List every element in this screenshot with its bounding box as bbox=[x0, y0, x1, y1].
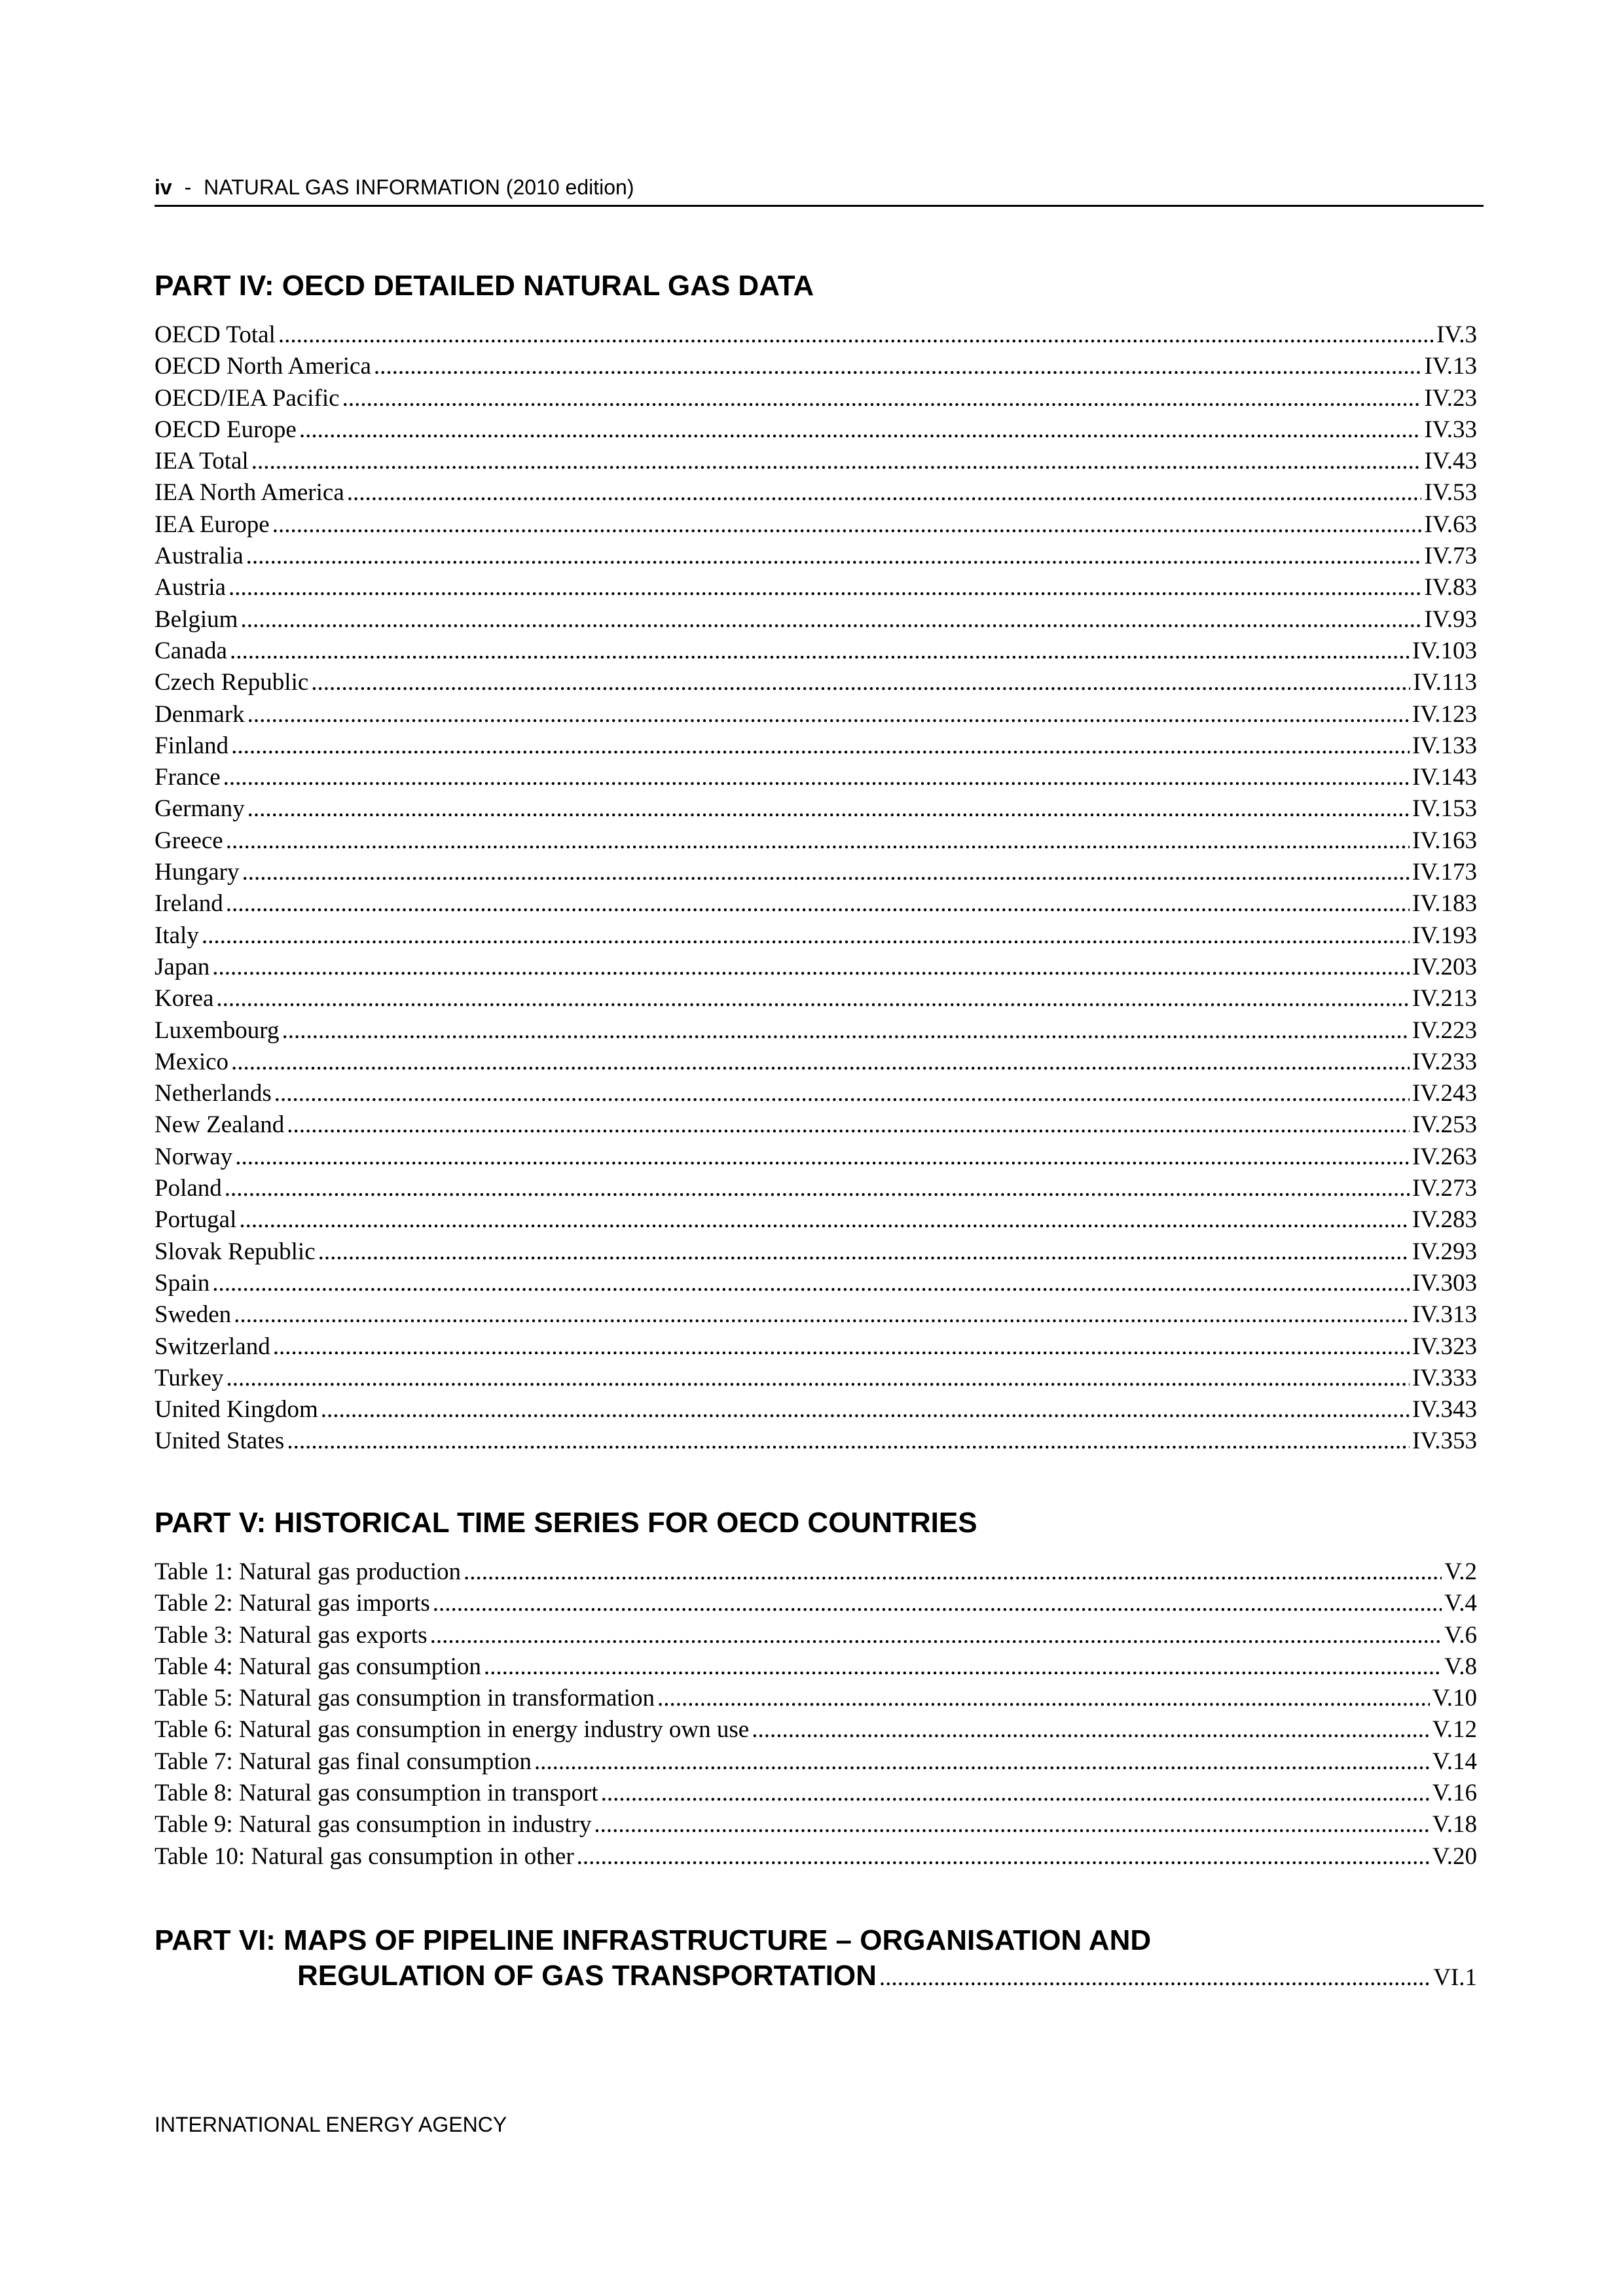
toc-entry-page: IV.263 bbox=[1412, 1143, 1477, 1170]
leader-dots bbox=[223, 762, 1410, 793]
toc-entry-label: Denmark bbox=[155, 700, 245, 728]
leader-dots bbox=[235, 1141, 1410, 1173]
toc-entry-page: IV.53 bbox=[1424, 479, 1477, 507]
toc-entry[interactable] bbox=[155, 414, 1477, 446]
toc-entry[interactable] bbox=[155, 1556, 1477, 1588]
toc-entry[interactable] bbox=[155, 319, 1477, 351]
toc-entry-label: Mexico bbox=[155, 1048, 229, 1075]
leader-dots bbox=[273, 1331, 1410, 1363]
toc-entry-page: IV.233 bbox=[1412, 1048, 1477, 1075]
toc-entry-page: IV.223 bbox=[1412, 1016, 1477, 1044]
part6-title-line2-row bbox=[155, 1958, 1477, 1994]
toc-entry-page: IV.133 bbox=[1412, 732, 1477, 759]
toc-entry-page: IV.23 bbox=[1424, 384, 1477, 412]
toc-entry[interactable] bbox=[155, 699, 1477, 730]
toc-entry[interactable] bbox=[155, 1078, 1477, 1109]
part6-title-line1: PART VI: MAPS OF PIPELINE INFRASTRUCTURE – ORGANISATION AND bbox=[155, 1924, 1152, 1956]
toc-entry-label: New Zealand bbox=[155, 1111, 285, 1139]
toc-entry[interactable] bbox=[155, 1683, 1477, 1714]
toc-entry-label: Czech Republic bbox=[155, 669, 309, 696]
toc-entry-page: IV.3 bbox=[1436, 321, 1477, 348]
leader-dots bbox=[577, 1841, 1430, 1873]
toc-entry[interactable] bbox=[155, 857, 1477, 888]
toc-entry[interactable] bbox=[155, 446, 1477, 477]
toc-entry[interactable] bbox=[155, 351, 1477, 382]
toc-entry-page: IV.203 bbox=[1412, 953, 1477, 980]
toc-entry-label: Table 3: Natural gas exports bbox=[155, 1621, 428, 1649]
toc-entry-label: Sweden bbox=[155, 1301, 232, 1329]
toc-entry-page: IV.193 bbox=[1412, 922, 1477, 949]
toc-entry[interactable] bbox=[155, 793, 1477, 825]
toc-entry-page: IV.313 bbox=[1412, 1301, 1477, 1329]
toc-entry-page: V.12 bbox=[1432, 1716, 1477, 1744]
toc-entry-page: IV.43 bbox=[1424, 448, 1477, 475]
toc-entry-label: Australia bbox=[155, 543, 244, 570]
toc-entry[interactable] bbox=[155, 1299, 1477, 1331]
toc-entry-label: Switzerland bbox=[155, 1333, 270, 1360]
header-page-number: iv bbox=[155, 175, 172, 199]
toc-entry[interactable] bbox=[155, 636, 1477, 667]
toc-entry-page: IV.93 bbox=[1424, 605, 1477, 633]
toc-entry-page: IV.243 bbox=[1412, 1080, 1477, 1107]
running-footer: INTERNATIONAL ENERGY AGENCY bbox=[155, 2113, 507, 2136]
toc-entry-page: IV.63 bbox=[1424, 511, 1477, 538]
toc-entry[interactable] bbox=[155, 762, 1477, 793]
toc-entry-page: IV.163 bbox=[1412, 827, 1477, 854]
leader-dots bbox=[227, 1363, 1410, 1394]
toc-entry-label: Finland bbox=[155, 732, 229, 759]
toc-entry[interactable] bbox=[155, 1047, 1477, 1078]
leader-dots bbox=[287, 1109, 1410, 1141]
leader-dots bbox=[534, 1746, 1430, 1778]
running-header bbox=[155, 175, 1484, 207]
toc-entry[interactable] bbox=[155, 1746, 1477, 1778]
toc-entry-page: V.16 bbox=[1432, 1780, 1477, 1807]
leader-dots bbox=[272, 509, 1422, 541]
toc-entry[interactable] bbox=[155, 667, 1477, 698]
leader-dots bbox=[318, 1236, 1410, 1268]
toc-entry-label: Japan bbox=[155, 953, 210, 980]
toc-entry[interactable] bbox=[155, 1141, 1477, 1173]
leader-dots bbox=[342, 383, 1422, 414]
toc-entry-label: OECD North America bbox=[155, 353, 371, 380]
toc-entry-page: V.20 bbox=[1432, 1842, 1477, 1870]
toc-entry[interactable] bbox=[155, 1236, 1477, 1268]
toc-entry-page: IV.333 bbox=[1412, 1364, 1477, 1391]
toc-entry[interactable] bbox=[155, 1109, 1477, 1141]
leader-dots bbox=[226, 825, 1410, 857]
leader-dots bbox=[246, 541, 1422, 572]
toc-entry-label: IEA Europe bbox=[155, 511, 270, 538]
toc-entry-page: IV.253 bbox=[1412, 1111, 1477, 1139]
toc-entry-page: IV.173 bbox=[1412, 859, 1477, 886]
leader-dots bbox=[239, 1204, 1410, 1236]
leader-dots bbox=[311, 667, 1410, 698]
leader-dots bbox=[231, 730, 1410, 762]
toc-entry-page: IV.343 bbox=[1412, 1396, 1477, 1424]
toc-entry-label: OECD Total bbox=[155, 321, 276, 348]
toc-entry-label: Belgium bbox=[155, 605, 238, 633]
toc-entry[interactable] bbox=[155, 920, 1477, 952]
leader-dots bbox=[242, 857, 1410, 888]
toc-entry-page: V.14 bbox=[1432, 1748, 1477, 1775]
leader-dots bbox=[234, 1299, 1410, 1331]
toc-entry[interactable] bbox=[155, 572, 1477, 603]
toc-entry-label: Slovak Republic bbox=[155, 1238, 316, 1265]
leader-dots bbox=[212, 1268, 1410, 1299]
toc-entry-page: IV.183 bbox=[1412, 890, 1477, 918]
part5-heading: PART V: HISTORICAL TIME SERIES FOR OECD COUNTRIES bbox=[155, 1507, 977, 1539]
toc-entry-label: Germany bbox=[155, 795, 245, 823]
toc-entry-label: Ireland bbox=[155, 890, 223, 918]
toc-entry-label: Luxembourg bbox=[155, 1016, 280, 1044]
leader-dots bbox=[430, 1620, 1442, 1651]
toc-entry[interactable] bbox=[155, 952, 1477, 983]
toc-entry-label: Table 10: Natural gas consumption in other bbox=[155, 1842, 574, 1870]
toc-entry[interactable] bbox=[155, 1015, 1477, 1047]
leader-dots bbox=[226, 888, 1410, 920]
toc-entry-page: IV.73 bbox=[1424, 543, 1477, 570]
toc-entry[interactable] bbox=[155, 888, 1477, 920]
leader-dots bbox=[464, 1556, 1442, 1588]
toc-entry-page: V.8 bbox=[1444, 1653, 1477, 1680]
leader-dots bbox=[225, 1173, 1410, 1204]
leader-dots bbox=[601, 1778, 1430, 1809]
toc-entry-label: IEA Total bbox=[155, 448, 249, 475]
toc-entry[interactable] bbox=[155, 1620, 1477, 1651]
toc-entry-label: Table 8: Natural gas consumption in transport bbox=[155, 1780, 598, 1807]
leader-dots bbox=[594, 1809, 1429, 1840]
toc-entry-page: IV.323 bbox=[1412, 1333, 1477, 1360]
leader-dots bbox=[879, 1960, 1431, 1996]
toc-entry-label: Table 6: Natural gas consumption in energy industry own use bbox=[155, 1716, 750, 1744]
toc-entry-page: IV.103 bbox=[1412, 637, 1477, 664]
toc-entry-page: V.2 bbox=[1444, 1558, 1477, 1585]
toc-entry-label: Hungary bbox=[155, 859, 240, 886]
toc-entry-label: Table 5: Natural gas consumption in transformation bbox=[155, 1685, 655, 1712]
toc-entry-page: V.10 bbox=[1432, 1685, 1477, 1712]
toc-entry-label: Greece bbox=[155, 827, 223, 854]
toc-entry-label: IEA North America bbox=[155, 479, 344, 507]
toc-entry-page: V.18 bbox=[1432, 1811, 1477, 1839]
toc-entry-page: IV.283 bbox=[1412, 1206, 1477, 1234]
toc-entry-label: Poland bbox=[155, 1175, 222, 1202]
toc-entry[interactable] bbox=[155, 1714, 1477, 1746]
toc-entry-label: Korea bbox=[155, 985, 214, 1013]
toc-entry-page: IV.83 bbox=[1424, 574, 1477, 601]
leader-dots bbox=[282, 1015, 1410, 1047]
header-title: NATURAL GAS INFORMATION (2010 edition) bbox=[204, 175, 634, 199]
toc-entry[interactable] bbox=[155, 730, 1477, 762]
leader-dots bbox=[657, 1683, 1430, 1714]
leader-dots bbox=[374, 351, 1422, 382]
toc-entry-page: V.6 bbox=[1444, 1621, 1477, 1649]
leader-dots bbox=[240, 604, 1421, 636]
toc-entry-page: IV.273 bbox=[1412, 1175, 1477, 1202]
toc-entry-label: Norway bbox=[155, 1143, 233, 1170]
toc-entry-page: IV.213 bbox=[1412, 985, 1477, 1013]
leader-dots bbox=[230, 636, 1410, 667]
toc-entry[interactable] bbox=[155, 541, 1477, 572]
leader-dots bbox=[278, 319, 1434, 351]
toc-entry-label: OECD Europe bbox=[155, 416, 297, 443]
toc-entry[interactable] bbox=[155, 383, 1477, 414]
leader-dots bbox=[228, 572, 1422, 603]
toc-entry-label: Italy bbox=[155, 922, 199, 949]
toc-entry[interactable] bbox=[155, 1331, 1477, 1363]
leader-dots bbox=[433, 1588, 1442, 1619]
toc-entry-label: Canada bbox=[155, 637, 227, 664]
toc-entry[interactable] bbox=[155, 1809, 1477, 1840]
part6-title-line2: REGULATION OF GAS TRANSPORTATION bbox=[297, 1960, 877, 1992]
toc-entry[interactable] bbox=[155, 983, 1477, 1014]
toc-entry[interactable] bbox=[155, 1588, 1477, 1619]
toc-entry[interactable] bbox=[155, 1363, 1477, 1394]
toc-entry[interactable] bbox=[155, 1651, 1477, 1683]
leader-dots bbox=[287, 1426, 1410, 1457]
toc-entry-page: IV.13 bbox=[1424, 353, 1477, 380]
toc-entry-label: United Kingdom bbox=[155, 1396, 318, 1424]
toc-entry-label: Spain bbox=[155, 1269, 210, 1297]
leader-dots bbox=[247, 699, 1410, 730]
toc-entry-page: IV.143 bbox=[1412, 764, 1477, 791]
toc-entry-label: Austria bbox=[155, 574, 226, 601]
toc-entry-page: IV.293 bbox=[1412, 1238, 1477, 1265]
part4-heading: PART IV: OECD DETAILED NATURAL GAS DATA bbox=[155, 270, 814, 302]
toc-entry-label: Table 1: Natural gas production bbox=[155, 1558, 461, 1585]
toc-entry[interactable] bbox=[155, 509, 1477, 541]
toc-entry[interactable] bbox=[155, 477, 1477, 509]
toc-entry-label: Portugal bbox=[155, 1206, 237, 1234]
leader-dots bbox=[321, 1394, 1410, 1426]
leader-dots bbox=[752, 1714, 1430, 1746]
toc-entry-label: Table 9: Natural gas consumption in industry bbox=[155, 1811, 592, 1839]
leader-dots bbox=[251, 446, 1422, 477]
toc-entry-label: France bbox=[155, 764, 221, 791]
toc-entry-label: Table 2: Natural gas imports bbox=[155, 1590, 430, 1617]
part6-heading[interactable] bbox=[155, 1923, 1477, 1994]
leader-dots bbox=[202, 920, 1410, 952]
toc-entry-label: Table 7: Natural gas final consumption bbox=[155, 1748, 532, 1775]
toc-entry-page: IV.33 bbox=[1424, 416, 1477, 443]
toc-entry-page: IV.353 bbox=[1412, 1427, 1477, 1455]
toc-entry-page: V.4 bbox=[1444, 1590, 1477, 1617]
toc-entry-label: Table 4: Natural gas consumption bbox=[155, 1653, 481, 1680]
leader-dots bbox=[274, 1078, 1410, 1109]
part4-toc-list bbox=[155, 319, 1477, 1458]
toc-entry[interactable] bbox=[155, 1173, 1477, 1204]
toc-entry-page: IV.123 bbox=[1412, 700, 1477, 728]
toc-entry-label: Netherlands bbox=[155, 1080, 272, 1107]
toc-entry[interactable] bbox=[155, 604, 1477, 636]
leader-dots bbox=[247, 793, 1410, 825]
toc-entry-page: IV.153 bbox=[1412, 795, 1477, 823]
part6-page-number: VI.1 bbox=[1433, 1964, 1477, 1991]
toc-entry[interactable] bbox=[155, 1841, 1477, 1873]
toc-entry-label: United States bbox=[155, 1427, 285, 1455]
leader-dots bbox=[299, 414, 1422, 446]
header-separator: - bbox=[184, 175, 192, 199]
toc-entry[interactable] bbox=[155, 1426, 1477, 1457]
leader-dots bbox=[484, 1651, 1442, 1683]
leader-dots bbox=[216, 983, 1410, 1014]
toc-entry-label: Turkey bbox=[155, 1364, 224, 1391]
toc-entry-page: IV.303 bbox=[1412, 1269, 1477, 1297]
leader-dots bbox=[212, 952, 1410, 983]
part5-toc-list bbox=[155, 1556, 1477, 1873]
leader-dots bbox=[231, 1047, 1410, 1078]
toc-entry[interactable] bbox=[155, 1778, 1477, 1809]
toc-entry-page: IV.113 bbox=[1413, 669, 1477, 696]
toc-entry-label: OECD/IEA Pacific bbox=[155, 384, 340, 412]
toc-entry[interactable] bbox=[155, 1394, 1477, 1426]
toc-entry[interactable] bbox=[155, 825, 1477, 857]
toc-entry[interactable] bbox=[155, 1268, 1477, 1299]
leader-dots bbox=[347, 477, 1422, 509]
toc-entry[interactable] bbox=[155, 1204, 1477, 1236]
